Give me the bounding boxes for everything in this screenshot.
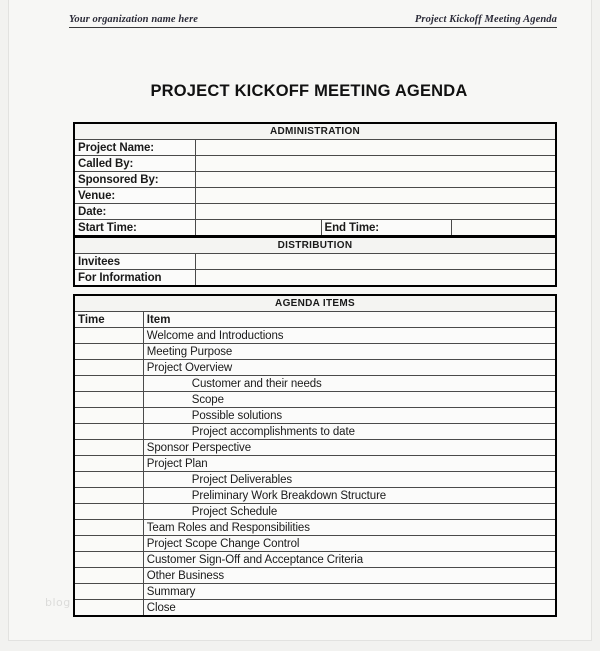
header-organization-name: Your organization name here [69,14,199,25]
distribution-section-header: DISTRIBUTION [74,237,556,254]
invitees-label: Invitees [74,254,196,270]
agenda-time-cell[interactable] [74,392,143,408]
table-row [74,552,556,568]
table-row [74,360,556,376]
table-row [74,172,556,188]
agenda-item-cell: Team Roles and Responsibilities [143,520,556,536]
agenda-time-cell[interactable] [74,600,143,617]
table-row [74,536,556,552]
agenda-item-cell: Close [143,600,556,617]
table-row [74,220,556,237]
called-by-label: Called By: [74,156,196,172]
table-row [74,584,556,600]
table-row [74,270,556,287]
project-name-value[interactable] [196,140,557,156]
agenda-item-cell: Sponsor Perspective [143,440,556,456]
agenda-items-table [73,294,557,617]
agenda-time-cell[interactable] [74,440,143,456]
agenda-time-cell[interactable] [74,424,143,440]
table-row [74,123,556,140]
agenda-item-cell: Possible solutions [143,408,556,424]
venue-label: Venue: [74,188,196,204]
table-row [74,392,556,408]
date-value[interactable] [196,204,557,220]
agenda-time-cell[interactable] [74,584,143,600]
table-row [74,312,556,328]
agenda-item-cell: Project Plan [143,456,556,472]
administration-table [73,122,557,237]
start-time-label: Start Time: [74,220,196,237]
table-row [74,328,556,344]
table-row [74,520,556,536]
table-row [74,456,556,472]
agenda-time-cell[interactable] [74,456,143,472]
end-time-value[interactable] [452,220,556,237]
agenda-time-cell[interactable] [74,520,143,536]
agenda-time-cell[interactable] [74,328,143,344]
sponsored-by-label: Sponsored By: [74,172,196,188]
table-row [74,376,556,392]
sponsored-by-value[interactable] [196,172,557,188]
agenda-item-cell: Project accomplishments to date [143,424,556,440]
table-row [74,424,556,440]
table-row [74,440,556,456]
agenda-item-cell: Project Deliverables [143,472,556,488]
page-title: PROJECT KICKOFF MEETING AGENDA [150,82,468,100]
agenda-item-cell: Project Overview [143,360,556,376]
agenda-time-cell[interactable] [74,408,143,424]
agenda-item-cell: Project Scope Change Control [143,536,556,552]
agenda-time-cell[interactable] [74,472,143,488]
agenda-item-cell: Meeting Purpose [143,344,556,360]
administration-section-header: ADMINISTRATION [74,123,556,140]
start-time-value[interactable] [196,220,322,237]
table-row [74,188,556,204]
document-page [8,0,592,641]
table-row [74,600,556,617]
table-row [74,254,556,270]
agenda-item-cell: Welcome and Introductions [143,328,556,344]
agenda-item-cell: Customer and their needs [143,376,556,392]
agenda-time-cell[interactable] [74,504,143,520]
agenda-column-header-time: Time [74,312,143,328]
agenda-time-cell[interactable] [74,344,143,360]
invitees-value[interactable] [196,254,557,270]
agenda-item-cell: Customer Sign-Off and Acceptance Criteria [143,552,556,568]
distribution-table [73,236,557,287]
agenda-column-header-item: Item [143,312,556,328]
agenda-time-cell[interactable] [74,568,143,584]
table-row [74,156,556,172]
agenda-item-cell: Other Business [143,568,556,584]
called-by-value[interactable] [196,156,557,172]
table-row [74,204,556,220]
table-row [74,408,556,424]
table-row [74,488,556,504]
agenda-item-cell: Summary [143,584,556,600]
agenda-time-cell[interactable] [74,552,143,568]
table-row [74,504,556,520]
venue-value[interactable] [196,188,557,204]
agenda-time-cell[interactable] [74,360,143,376]
blog-watermark: blog [45,596,71,609]
table-row [74,472,556,488]
header-document-name: Project Kickoff Meeting Agenda [414,14,557,25]
agenda-item-cell: Project Schedule [143,504,556,520]
for-information-value[interactable] [196,270,557,287]
for-information-label: For Information [74,270,196,287]
agenda-time-cell[interactable] [74,488,143,504]
running-header [69,14,557,28]
agenda-item-cell: Preliminary Work Breakdown Structure [143,488,556,504]
end-time-label: End Time: [321,220,452,237]
agenda-section-header: AGENDA ITEMS [74,295,556,312]
table-row [74,140,556,156]
table-row [74,568,556,584]
project-name-label: Project Name: [74,140,196,156]
agenda-item-cell: Scope [143,392,556,408]
table-row [74,295,556,312]
table-row [74,237,556,254]
table-row [74,344,556,360]
agenda-time-cell[interactable] [74,376,143,392]
agenda-time-cell[interactable] [74,536,143,552]
date-label: Date: [74,204,196,220]
